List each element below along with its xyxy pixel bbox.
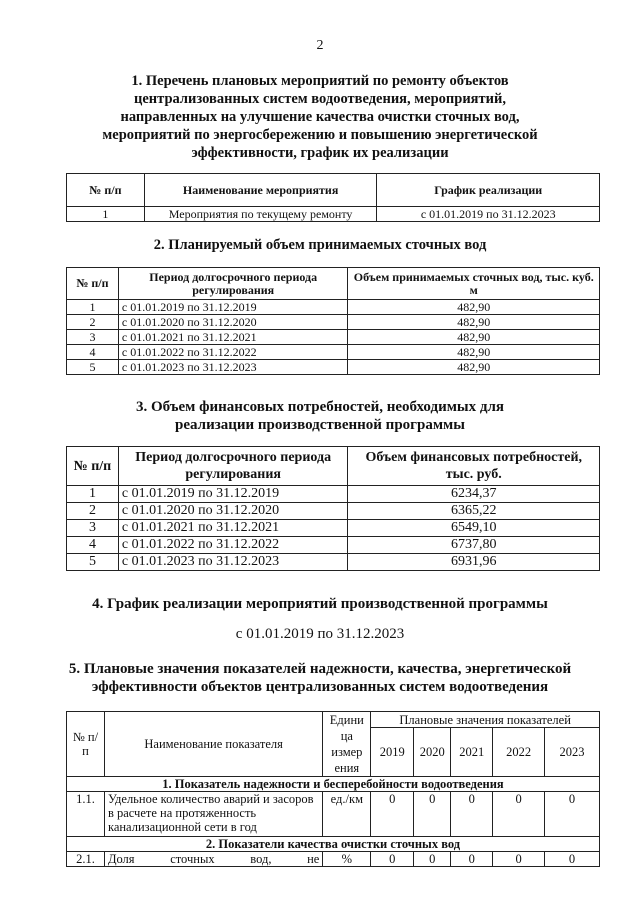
cell-amount: 6234,37 xyxy=(348,486,600,503)
group-title: 2. Показатели качества очистки сточных вод xyxy=(67,837,600,852)
table-row xyxy=(67,300,600,315)
activities-table xyxy=(66,173,600,222)
table-row xyxy=(67,486,600,503)
cell-num: 1 xyxy=(67,300,119,315)
table-row xyxy=(67,330,600,345)
cell-value: 0 xyxy=(545,792,600,837)
cell-activity: Мероприятия по текущему ремонту xyxy=(144,207,377,222)
table-row xyxy=(67,207,600,222)
cell-num: 5 xyxy=(67,554,119,571)
section3-title-line: 3. Объем финансовых потребностей, необходимых для xyxy=(135,399,505,415)
table-row xyxy=(67,503,600,520)
section4-period: с 01.01.2019 по 31.12.2023 xyxy=(235,626,405,642)
table-row xyxy=(67,315,600,330)
cell-num: 4 xyxy=(67,345,119,360)
section1-title-line: мероприятий по энергосбережению и повышению энергетической xyxy=(102,127,538,143)
cell-indicator-name: Удельное количество аварий и засоров в расчете на протяженность канализационной сети в год xyxy=(104,792,322,837)
cell-value: 0 xyxy=(451,792,493,837)
cell-unit: ед./км xyxy=(323,792,371,837)
cell-volume: 482,90 xyxy=(348,360,600,375)
cell-value: 0 xyxy=(371,792,414,837)
section1-title-line: 1. Перечень плановых мероприятий по ремонту объектов xyxy=(131,73,509,89)
group-title: 1. Показатель надежности и бесперебойности водоотведения xyxy=(67,777,600,792)
cell-amount: 6737,80 xyxy=(348,537,600,554)
column-header: Объем финансовых потребностей, тыс. руб. xyxy=(348,447,600,486)
cell-num: 2 xyxy=(67,315,119,330)
column-header: График реализации xyxy=(377,174,600,207)
table-header-row xyxy=(67,174,600,207)
column-header-num: № п/п xyxy=(67,712,105,777)
table-row xyxy=(67,520,600,537)
cell-period: с 01.01.2022 по 31.12.2022 xyxy=(118,345,348,360)
column-header: Объем принимаемых сточных вод, тыс. куб. м xyxy=(348,268,600,300)
page-number: 2 xyxy=(316,38,324,53)
cell-amount: 6931,96 xyxy=(348,554,600,571)
table-row xyxy=(67,852,600,867)
section1-title xyxy=(0,72,640,162)
column-header: № п/п xyxy=(67,447,119,486)
column-header-name: Наименование показателя xyxy=(104,712,322,777)
table-row xyxy=(67,792,600,837)
cell-num: 5 xyxy=(67,360,119,375)
cell-num: 2.1. xyxy=(67,852,105,867)
group-row xyxy=(67,837,600,852)
cell-period: с 01.01.2019 по 31.12.2019 xyxy=(118,300,348,315)
cell-num: 1 xyxy=(67,486,119,503)
table-row xyxy=(67,360,600,375)
table-row xyxy=(67,537,600,554)
cell-value: 0 xyxy=(414,852,451,867)
section4-title: 4. График реализации мероприятий производственной программы xyxy=(92,596,548,612)
column-header-year: 2023 xyxy=(545,728,600,777)
table-header-row xyxy=(67,712,600,728)
section3-title xyxy=(0,398,640,434)
column-header: Наименование мероприятия xyxy=(144,174,377,207)
section5-title xyxy=(0,660,640,696)
cell-value: 0 xyxy=(545,852,600,867)
section1-title-line: направленных на улучшение качества очистки сточных вод, xyxy=(120,109,520,125)
cell-indicator-name: Доля сточных вод, не xyxy=(104,852,322,867)
cell-volume: 482,90 xyxy=(348,330,600,345)
section5-title-line: 5. Плановые значения показателей надежности, качества, энергетической xyxy=(68,661,572,677)
cell-period: с 01.01.2021 по 31.12.2021 xyxy=(118,520,348,537)
wastewater-volume-table xyxy=(66,267,600,375)
section2-title: 2. Планируемый объем принимаемых сточных вод xyxy=(153,237,487,253)
cell-value: 0 xyxy=(493,792,545,837)
cell-volume: 482,90 xyxy=(348,345,600,360)
cell-period: с 01.01.2023 по 31.12.2023 xyxy=(118,554,348,571)
section1-title-line: эффективности, график их реализации xyxy=(191,145,449,161)
table-header-row xyxy=(67,447,600,486)
cell-amount: 6365,22 xyxy=(348,503,600,520)
column-header-plan: Плановые значения показателей xyxy=(371,712,600,728)
column-header-year: 2020 xyxy=(414,728,451,777)
cell-value: 0 xyxy=(371,852,414,867)
cell-value: 0 xyxy=(493,852,545,867)
cell-num: 3 xyxy=(67,330,119,345)
cell-period: с 01.01.2023 по 31.12.2023 xyxy=(118,360,348,375)
cell-num: 1.1. xyxy=(67,792,105,837)
cell-amount: 6549,10 xyxy=(348,520,600,537)
column-header-year: 2021 xyxy=(451,728,493,777)
column-header: № п/п xyxy=(67,268,119,300)
cell-volume: 482,90 xyxy=(348,315,600,330)
cell-value: 0 xyxy=(451,852,493,867)
column-header: № п/п xyxy=(67,174,145,207)
group-row xyxy=(67,777,600,792)
cell-schedule: с 01.01.2019 по 31.12.2023 xyxy=(377,207,600,222)
cell-num: 4 xyxy=(67,537,119,554)
column-header: Период долгосрочного периода регулирования xyxy=(118,268,348,300)
financial-needs-table xyxy=(66,446,600,571)
column-header: Период долгосрочного периода регулирования xyxy=(118,447,348,486)
cell-period: с 01.01.2021 по 31.12.2021 xyxy=(118,330,348,345)
column-header-year: 2022 xyxy=(493,728,545,777)
table-row xyxy=(67,345,600,360)
cell-num: 2 xyxy=(67,503,119,520)
cell-num: 3 xyxy=(67,520,119,537)
cell-period: с 01.01.2020 по 31.12.2020 xyxy=(118,503,348,520)
cell-period: с 01.01.2020 по 31.12.2020 xyxy=(118,315,348,330)
section1-title-line: централизованных систем водоотведения, мероприятий, xyxy=(134,91,506,107)
cell-volume: 482,90 xyxy=(348,300,600,315)
indicators-table xyxy=(66,711,600,867)
table-header-row xyxy=(67,268,600,300)
cell-period: с 01.01.2022 по 31.12.2022 xyxy=(118,537,348,554)
cell-num: 1 xyxy=(67,207,145,222)
column-header-unit: Едини ца измер ения xyxy=(323,712,371,777)
table-row xyxy=(67,554,600,571)
section3-title-line: реализации производственной программы xyxy=(175,417,465,433)
cell-unit: % xyxy=(323,852,371,867)
cell-value: 0 xyxy=(414,792,451,837)
section5-title-line: эффективности объектов централизованных систем водоотведения xyxy=(91,679,549,695)
cell-period: с 01.01.2019 по 31.12.2019 xyxy=(118,486,348,503)
column-header-year: 2019 xyxy=(371,728,414,777)
